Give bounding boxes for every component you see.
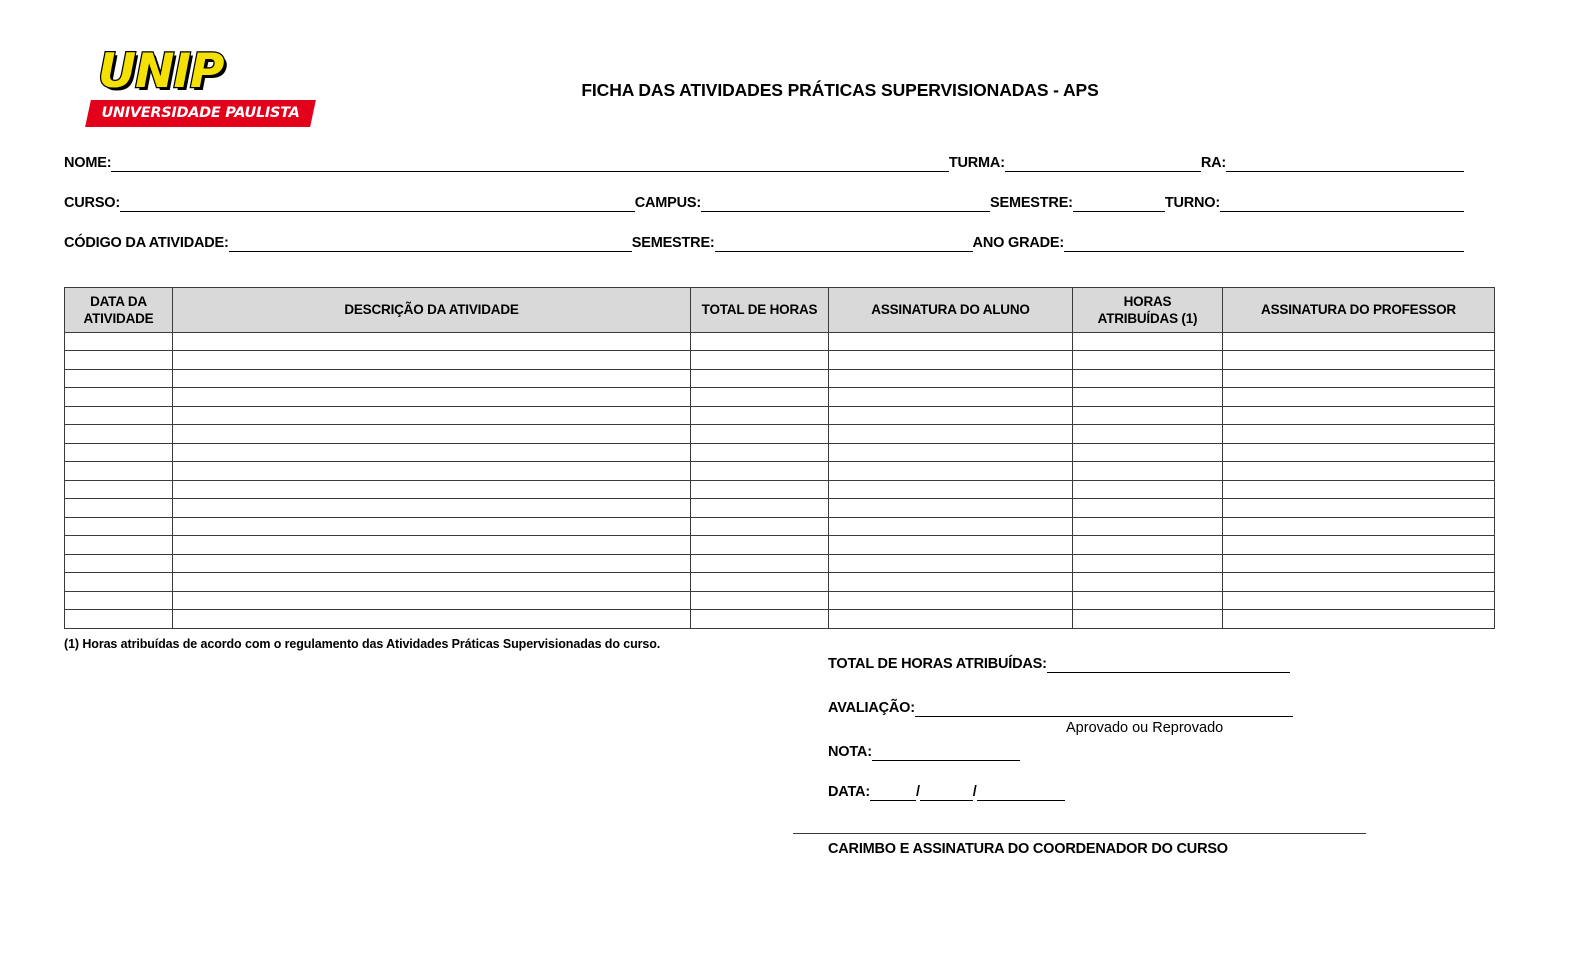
table-cell[interactable]	[173, 499, 691, 518]
header-assinatura-do-aluno: ASSINATURA DO ALUNO	[829, 287, 1073, 332]
table-spacer-row	[65, 265, 1495, 287]
table-row	[65, 425, 1495, 444]
table-cell[interactable]	[173, 480, 691, 499]
label-codigo-da-atividade: CÓDIGO DA ATIVIDADE:	[64, 235, 229, 251]
table-cell[interactable]	[829, 462, 1073, 481]
input-ra[interactable]	[1226, 156, 1464, 172]
table-header-row-group	[65, 265, 1495, 332]
table-cell[interactable]	[691, 591, 829, 610]
table-cell[interactable]	[829, 425, 1073, 444]
spacer-cell	[173, 265, 691, 287]
activities-table	[64, 265, 1495, 629]
table-cell[interactable]	[173, 351, 691, 370]
activities-table-body	[65, 332, 1495, 628]
signoff-row-nota	[828, 743, 1020, 761]
table-row	[65, 388, 1495, 407]
table-cell[interactable]	[691, 388, 829, 407]
input-turno[interactable]	[1220, 196, 1464, 212]
table-cell[interactable]	[65, 388, 173, 407]
table-cell[interactable]	[1073, 573, 1223, 592]
data-separator-2: /	[972, 784, 977, 800]
signoff-row-data	[828, 783, 1065, 801]
header-line-1: HORAS	[1123, 293, 1172, 309]
input-codigo-da-atividade[interactable]	[229, 236, 632, 252]
table-cell[interactable]	[65, 554, 173, 573]
table-cell[interactable]	[1223, 443, 1495, 462]
table-cell[interactable]	[829, 573, 1073, 592]
table-cell[interactable]	[65, 610, 173, 629]
table-cell[interactable]	[65, 443, 173, 462]
table-cell[interactable]	[1073, 610, 1223, 629]
coordinator-signature-line[interactable]	[793, 833, 1366, 834]
table-cell[interactable]	[65, 517, 173, 536]
input-data-dia[interactable]	[870, 785, 916, 801]
table-row	[65, 610, 1495, 629]
table-cell[interactable]	[173, 443, 691, 462]
header-line-1: DATA DA	[90, 293, 147, 309]
form-fields-section	[0, 140, 1582, 258]
table-cell[interactable]	[829, 369, 1073, 388]
spacer-cell	[691, 265, 829, 287]
table-row	[65, 591, 1495, 610]
label-ra: RA:	[1200, 155, 1226, 171]
input-semestre[interactable]	[1073, 196, 1165, 212]
table-cell[interactable]	[691, 462, 829, 481]
table-cell[interactable]	[1073, 499, 1223, 518]
spacer-cell	[65, 265, 173, 287]
header-assinatura-do-professor: ASSINATURA DO PROFESSOR	[1223, 287, 1495, 332]
table-cell[interactable]	[829, 351, 1073, 370]
table-cell[interactable]	[691, 443, 829, 462]
table-row	[65, 369, 1495, 388]
unip-wordmark-text: UNIP	[98, 44, 224, 99]
table-cell[interactable]	[173, 425, 691, 444]
table-cell[interactable]	[691, 517, 829, 536]
table-cell[interactable]	[65, 369, 173, 388]
header-horas-atribuidas	[1073, 287, 1223, 332]
coordinator-signature-caption: CARIMBO E ASSINATURA DO COORDENADOR DO CURSO	[828, 841, 1228, 857]
signoff-section	[828, 655, 1448, 905]
table-cell[interactable]	[1223, 536, 1495, 555]
table-cell[interactable]	[65, 332, 173, 351]
table-cell[interactable]	[173, 406, 691, 425]
table-cell[interactable]	[65, 591, 173, 610]
table-cell[interactable]	[1223, 332, 1495, 351]
header-descricao-da-atividade: DESCRIÇÃO DA ATIVIDADE	[173, 287, 691, 332]
table-cell[interactable]	[173, 554, 691, 573]
table-cell[interactable]	[829, 591, 1073, 610]
table-cell[interactable]	[1223, 388, 1495, 407]
table-row	[65, 462, 1495, 481]
table-cell[interactable]	[65, 480, 173, 499]
input-data-ano[interactable]	[977, 785, 1065, 801]
table-cell[interactable]	[1073, 406, 1223, 425]
table-cell[interactable]	[691, 369, 829, 388]
header-line-2: ATIVIDADE	[83, 310, 154, 326]
table-row	[65, 517, 1495, 536]
data-separator-1: /	[915, 784, 920, 800]
table-cell[interactable]	[173, 610, 691, 629]
signoff-row-avaliacao	[828, 699, 1293, 717]
table-cell[interactable]	[829, 480, 1073, 499]
table-cell[interactable]	[691, 425, 829, 444]
label-ano-grade: ANO GRADE:	[972, 235, 1064, 251]
table-cell[interactable]	[1223, 351, 1495, 370]
label-curso: CURSO:	[64, 195, 120, 211]
table-cell[interactable]	[173, 517, 691, 536]
label-campus: CAMPUS:	[634, 195, 702, 211]
table-cell[interactable]	[65, 573, 173, 592]
table-cell[interactable]	[65, 406, 173, 425]
label-turno: TURNO:	[1164, 195, 1220, 211]
table-cell[interactable]	[1223, 480, 1495, 499]
spacer-cell	[1223, 265, 1495, 287]
table-cell[interactable]	[1223, 425, 1495, 444]
label-semestre: SEMESTRE:	[990, 195, 1073, 211]
table-row	[65, 573, 1495, 592]
table-row	[65, 554, 1495, 573]
table-cell[interactable]	[829, 406, 1073, 425]
table-cell[interactable]	[65, 536, 173, 555]
table-cell[interactable]	[65, 499, 173, 518]
table-cell[interactable]	[829, 610, 1073, 629]
spacer-cell	[829, 265, 1073, 287]
table-cell[interactable]	[1073, 351, 1223, 370]
label-avaliacao: AVALIAÇÃO:	[828, 700, 915, 716]
header-line-2: ATRIBUÍDAS (1)	[1097, 310, 1198, 326]
table-row	[65, 406, 1495, 425]
label-nota: NOTA:	[828, 744, 872, 760]
table-header-row	[65, 287, 1495, 332]
table-cell[interactable]	[173, 462, 691, 481]
avaliacao-hint-text: Aprovado ou Reprovado	[1066, 720, 1224, 736]
table-row	[65, 480, 1495, 499]
table-cell[interactable]	[829, 499, 1073, 518]
label-semestre-grade: SEMESTRE:	[631, 235, 715, 251]
input-campus[interactable]	[701, 196, 990, 212]
table-cell[interactable]	[173, 388, 691, 407]
table-row	[65, 332, 1495, 351]
table-cell[interactable]	[1223, 591, 1495, 610]
table-cell[interactable]	[691, 573, 829, 592]
input-nome[interactable]	[111, 156, 949, 172]
table-cell[interactable]	[691, 406, 829, 425]
table-row	[65, 499, 1495, 518]
table-cell[interactable]	[1223, 499, 1495, 518]
table-cell[interactable]	[1073, 443, 1223, 462]
table-cell[interactable]	[1073, 480, 1223, 499]
table-cell[interactable]	[829, 517, 1073, 536]
table-cell[interactable]	[829, 554, 1073, 573]
table-cell[interactable]	[1073, 388, 1223, 407]
field-row-nome	[64, 148, 1464, 172]
table-cell[interactable]	[1223, 517, 1495, 536]
document-header	[0, 0, 1582, 140]
table-cell[interactable]	[1223, 573, 1495, 592]
unip-logo	[88, 46, 313, 128]
table-cell[interactable]	[173, 573, 691, 592]
label-data: DATA:	[828, 784, 870, 800]
table-cell[interactable]	[1223, 462, 1495, 481]
table-cell[interactable]	[691, 480, 829, 499]
table-cell[interactable]	[1073, 462, 1223, 481]
table-cell[interactable]	[65, 462, 173, 481]
table-cell[interactable]	[691, 554, 829, 573]
table-cell[interactable]	[1073, 369, 1223, 388]
header-total-de-horas: TOTAL DE HORAS	[691, 287, 829, 332]
header-data-da-atividade	[65, 287, 173, 332]
input-turma[interactable]	[1005, 156, 1201, 172]
table-cell[interactable]	[65, 425, 173, 444]
spacer-cell	[1073, 265, 1223, 287]
table-cell[interactable]	[1073, 332, 1223, 351]
table-cell[interactable]	[829, 536, 1073, 555]
table-cell[interactable]	[691, 351, 829, 370]
table-cell[interactable]	[1073, 554, 1223, 573]
table-cell[interactable]	[65, 351, 173, 370]
table-cell[interactable]	[1223, 369, 1495, 388]
field-row-codigo-atividade	[64, 228, 1464, 252]
table-cell[interactable]	[1223, 554, 1495, 573]
label-total-de-horas-atribuidas: TOTAL DE HORAS ATRIBUÍDAS:	[828, 656, 1047, 672]
table-row	[65, 536, 1495, 555]
table-cell[interactable]	[1073, 517, 1223, 536]
table-row	[65, 351, 1495, 370]
label-turma: TURMA:	[948, 155, 1005, 171]
input-data-mes[interactable]	[920, 785, 973, 801]
input-total-de-horas-atribuidas[interactable]	[1047, 657, 1290, 673]
table-cell[interactable]	[691, 499, 829, 518]
input-avaliacao[interactable]	[915, 701, 1293, 717]
table-cell[interactable]	[173, 591, 691, 610]
table-cell[interactable]	[173, 332, 691, 351]
page-title: FICHA DAS ATIVIDADES PRÁTICAS SUPERVISIONADAS - APS	[581, 80, 1099, 100]
table-cell[interactable]	[829, 443, 1073, 462]
table-cell[interactable]	[1073, 536, 1223, 555]
table-cell[interactable]	[1223, 610, 1495, 629]
input-semestre-grade[interactable]	[715, 236, 973, 252]
table-cell[interactable]	[691, 610, 829, 629]
field-row-curso	[64, 188, 1464, 212]
table-cell[interactable]	[1223, 406, 1495, 425]
table-cell[interactable]	[1073, 425, 1223, 444]
label-nome: NOME:	[64, 155, 112, 171]
input-curso[interactable]	[120, 196, 635, 212]
table-cell[interactable]	[691, 332, 829, 351]
table-row	[65, 443, 1495, 462]
table-cell[interactable]	[173, 536, 691, 555]
unip-subtext: UNIVERSIDADE PAULISTA	[101, 105, 300, 121]
table-cell[interactable]	[1073, 591, 1223, 610]
table-cell[interactable]	[829, 388, 1073, 407]
table-cell[interactable]	[173, 369, 691, 388]
table-footnote: (1) Horas atribuídas de acordo com o regulamento das Atividades Práticas Supervisionadas do curso.	[64, 637, 661, 651]
table-cell[interactable]	[691, 536, 829, 555]
input-nota[interactable]	[872, 745, 1020, 761]
signoff-row-total-horas	[828, 655, 1290, 673]
table-cell[interactable]	[829, 332, 1073, 351]
input-ano-grade[interactable]	[1064, 236, 1464, 252]
